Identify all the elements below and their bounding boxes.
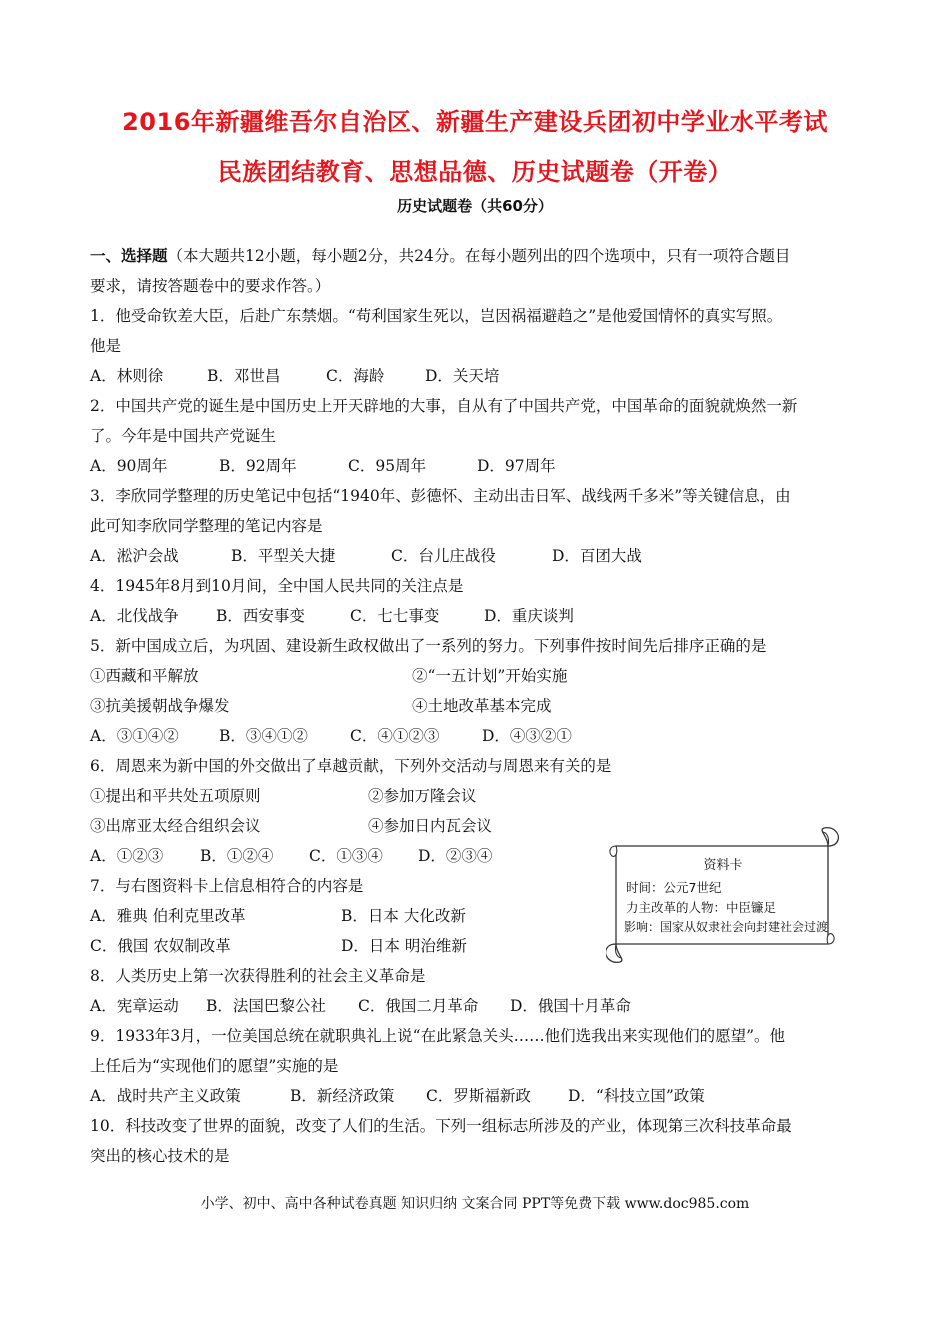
- section-intro-line1: [90, 246, 790, 266]
- info-card-scroll: [606, 826, 840, 966]
- q7-option-b: B．日本 大化改新: [341, 907, 466, 925]
- q8-option-c: C．俄国二月革命: [358, 997, 479, 1015]
- q6-option-b: B．①②④: [200, 847, 274, 865]
- q5-stem: 5．新中国成立后，为巩固、建设新生政权做出了一系列的努力。下列事件按时间先后排序正确的是: [90, 637, 767, 655]
- q8-stem: 8．人类历史上第一次获得胜利的社会主义革命是: [90, 967, 426, 985]
- q6-statement-1: ①提出和平共处五项原则: [90, 787, 261, 805]
- exam-title-line2: 民族团结教育、思想品德、历史试题卷（开卷）: [217, 158, 733, 186]
- page-footer: 小学、初中、高中各种试卷真题 知识归纳 文案合同 PPT等免费下载 www.doc985.com: [200, 1196, 750, 1212]
- section-intro-text: （本大题共12小题，每小题2分，共24分。在每小题列出的四个选项中，只有一项符合题目: [167, 247, 791, 265]
- q6-statement-2: ②参加万隆会议: [368, 787, 477, 805]
- q2-option-a: A．90周年: [90, 457, 168, 475]
- q8-option-d: D．俄国十月革命: [510, 997, 631, 1015]
- q3-stem-line1: 3．李欣同学整理的历史笔记中包括“1940年、彭德怀、主动出击日军、战线两千多米”等关键信息，由: [90, 487, 791, 505]
- q5-option-c: C．④①②③: [350, 727, 440, 745]
- q7-stem: 7．与右图资料卡上信息相符合的内容是: [90, 877, 364, 895]
- q9-option-d: D．“科技立国”政策: [568, 1087, 705, 1105]
- q7-option-d: D．日本 明治维新: [341, 937, 467, 955]
- q3-option-d: D．百团大战: [552, 547, 642, 565]
- q7-option-a: A．雅典 伯利克里改革: [90, 907, 246, 925]
- q2-stem-line1: 2．中国共产党的诞生是中国历史上开天辟地的大事，自从有了中国共产党，中国革命的面貌就焕然一新: [90, 397, 798, 415]
- q6-stem: 6．周恩来为新中国的外交做出了卓越贡献，下列外交活动与周恩来有关的是: [90, 757, 612, 775]
- q1-option-c: C．海龄: [326, 367, 385, 385]
- exam-subtitle: 历史试题卷（共60分）: [397, 197, 553, 215]
- q10-stem-line1: 10．科技改变了世界的面貌，改变了人们的生活。下列一组标志所涉及的产业，体现第三次科技革命最: [90, 1117, 792, 1135]
- q3-option-c: C．台儿庄战役: [391, 547, 496, 565]
- q3-option-a: A．淞沪会战: [90, 547, 179, 565]
- section-intro-line2: 要求，请按答题卷中的要求作答。）: [90, 277, 331, 295]
- q4-option-b: B．西安事变: [216, 607, 305, 625]
- q1-option-b: B．邓世昌: [207, 367, 281, 385]
- q3-option-b: B．平型关大捷: [231, 547, 336, 565]
- info-card-title: 资料卡: [703, 858, 743, 873]
- section-heading: 一、选择题: [90, 246, 168, 265]
- q5-statement-1: ①西藏和平解放: [90, 667, 199, 685]
- q6-statement-4: ④参加日内瓦会议: [368, 817, 493, 835]
- q5-statement-3: ③抗美援朝战争爆发: [90, 697, 230, 715]
- q7-option-c: C．俄国 农奴制改革: [90, 937, 231, 955]
- q4-stem: 4．1945年8月到10月间，全中国人民共同的关注点是: [90, 577, 464, 595]
- q1-stem-line1: 1．他受命钦差大臣，后赴广东禁烟。“苟利国家生死以，岂因祸福避趋之”是他爱国情怀的真实写照。: [90, 307, 783, 325]
- q4-option-d: D．重庆谈判: [484, 607, 574, 625]
- q2-option-b: B．92周年: [219, 457, 297, 475]
- q5-statement-2: ②“一五计划”开始实施: [412, 667, 568, 685]
- q9-option-c: C．罗斯福新政: [426, 1087, 531, 1105]
- q4-option-c: C．七七事变: [350, 607, 440, 625]
- scroll-frame-graphic: [606, 826, 840, 966]
- q5-option-b: B．③④①②: [219, 727, 308, 745]
- q9-option-b: B．新经济政策: [290, 1087, 395, 1105]
- q6-option-d: D．②③④: [418, 847, 493, 865]
- q3-stem-line2: 此可知李欣同学整理的笔记内容是: [90, 517, 323, 535]
- q9-stem-line1: 9．1933年3月，一位美国总统在就职典礼上说“在此紧急关头……他们选我出来实现他们的愿望”。他: [90, 1027, 786, 1045]
- info-card-person: 力主改革的人物：中臣镰足: [626, 900, 777, 915]
- q2-option-d: D．97周年: [477, 457, 556, 475]
- q10-stem-line2: 突出的核心技术的是: [90, 1147, 230, 1165]
- q5-option-d: D．④③②①: [482, 727, 572, 745]
- q4-option-a: A．北伐战争: [90, 607, 179, 625]
- q6-option-c: C．①③④: [309, 847, 383, 865]
- q5-statement-4: ④土地改革基本完成: [412, 697, 552, 715]
- q2-option-c: C．95周年: [348, 457, 427, 475]
- q6-statement-3: ③出席亚太经合组织会议: [90, 817, 261, 835]
- exam-title-line1: 2016年新疆维吾尔自治区、新疆生产建设兵团初中学业水平考试: [122, 108, 828, 136]
- info-card-impact: 影响：国家从奴隶社会向封建社会过渡: [624, 920, 829, 934]
- q9-option-a: A．战时共产主义政策: [90, 1087, 241, 1105]
- q5-option-a: A．③①④②: [90, 727, 179, 745]
- q9-stem-line2: 上任后为“实现他们的愿望”实施的是: [90, 1057, 339, 1075]
- q1-option-d: D．关天培: [425, 367, 500, 385]
- q2-stem-line2: 了。今年是中国共产党诞生: [90, 427, 277, 445]
- q1-option-a: A．林则徐: [90, 367, 164, 385]
- q8-option-b: B．法国巴黎公社: [206, 997, 326, 1015]
- q8-option-a: A．宪章运动: [90, 997, 179, 1015]
- q6-option-a: A．①②③: [90, 847, 164, 865]
- q1-stem-line2: 他是: [90, 337, 122, 355]
- info-card-time: 时间：公元7世纪: [626, 880, 722, 895]
